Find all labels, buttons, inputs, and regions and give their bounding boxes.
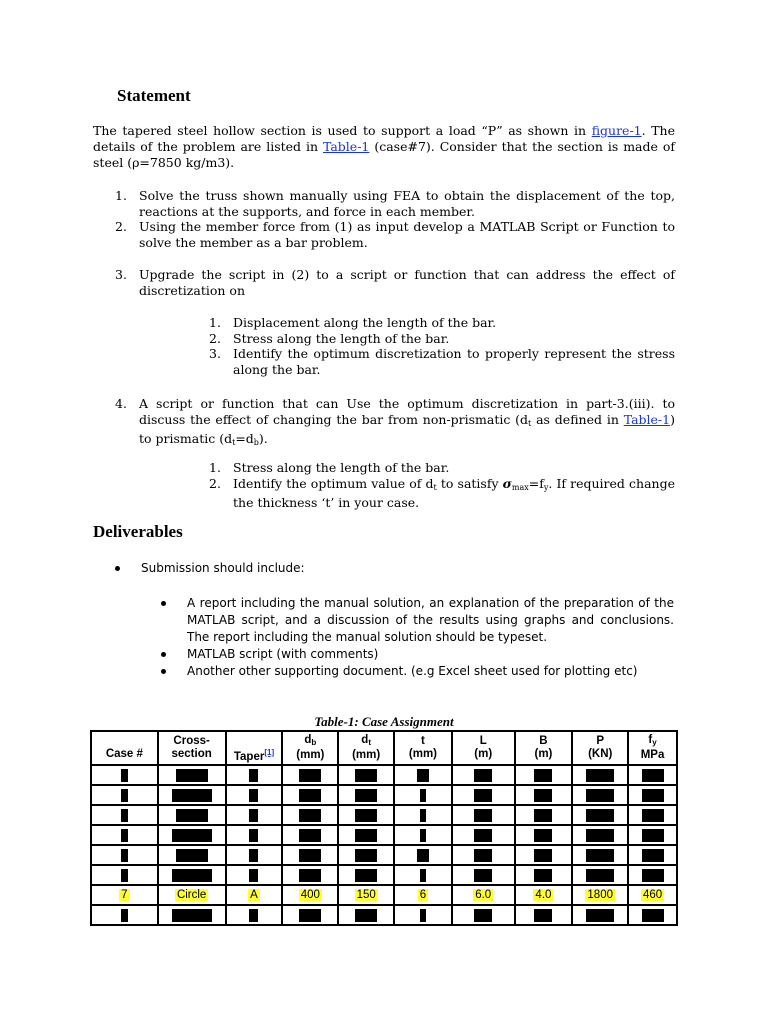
bullet-icon	[115, 566, 120, 571]
cell-t: 6	[419, 889, 427, 901]
table-row-case-7	[91, 885, 677, 905]
redaction-block	[176, 809, 208, 822]
redaction-block	[249, 869, 258, 882]
redaction-block	[249, 789, 258, 802]
table-row-redacted	[91, 825, 677, 845]
redaction-block	[355, 829, 377, 842]
redaction-block	[642, 909, 664, 922]
submission-item: Submission should include:	[115, 560, 675, 577]
redaction-block	[299, 829, 321, 842]
cell-case: 7	[121, 889, 128, 901]
redaction-block	[420, 789, 426, 802]
redaction-block	[642, 869, 664, 882]
task-list-4	[115, 396, 675, 451]
header-taper: Taper[1]	[226, 731, 283, 765]
table-row-redacted	[91, 905, 677, 925]
task-4-sub-1: 1. Stress along the length of the bar.	[209, 460, 450, 475]
submission-list	[115, 560, 675, 577]
redaction-block	[249, 809, 258, 822]
redaction-block	[299, 869, 321, 882]
case-assignment-table	[90, 730, 678, 926]
redaction-block	[586, 849, 614, 862]
redaction-block	[474, 809, 492, 822]
redaction-block	[586, 829, 614, 842]
table-header-row	[91, 731, 677, 765]
bullet-icon	[161, 601, 166, 606]
redaction-block	[121, 769, 128, 782]
redaction-block	[420, 809, 426, 822]
redaction-block	[176, 849, 208, 862]
redaction-block	[172, 789, 212, 802]
redaction-block	[299, 809, 321, 822]
footnote-link[interactable]: [1]	[264, 747, 275, 757]
redaction-block	[420, 829, 426, 842]
redaction-block	[586, 789, 614, 802]
intro-paragraph: The tapered steel hollow section is used to support a load “P” as shown in figure-1. The details of the problem are listed in Table-1 (case#7). Consider that the section is made of steel (ρ=7850 kg/m3).	[93, 123, 676, 170]
deliverable-item-1: A report including the manual solution, an explanation of the preparation of the MATLAB script, and a discussion of the results using graphs and conclusions. The report including the manual solution should be typeset.	[161, 595, 674, 646]
redaction-block	[121, 789, 128, 802]
redaction-block	[534, 909, 552, 922]
redaction-block	[586, 769, 614, 782]
task-item-2: 2. Using the member force from (1) as input develop a MATLAB Script or Function to solve the member as a bar problem.	[115, 219, 675, 250]
table-caption: Table-1: Case Assignment	[314, 714, 454, 729]
task-3-sub-2: 2. Stress along the length of the bar.	[209, 330, 450, 346]
redaction-block	[355, 809, 377, 822]
redaction-block	[586, 869, 614, 882]
redaction-block	[534, 849, 552, 862]
bullet-icon	[161, 669, 166, 674]
table-row-redacted	[91, 845, 677, 865]
cell-dt: 150	[356, 889, 376, 901]
task-list	[115, 188, 675, 250]
header-P: P (KN)	[572, 731, 628, 765]
redaction-block	[121, 849, 128, 862]
redaction-block	[355, 789, 377, 802]
deliverables-list	[161, 595, 674, 680]
table-1-link[interactable]: Table-1	[322, 139, 370, 154]
redaction-block	[642, 829, 664, 842]
cell-fy: 460	[642, 889, 663, 901]
cell-db: 400	[300, 889, 320, 901]
cell-P: 1800	[587, 889, 613, 901]
redaction-block	[249, 769, 258, 782]
bullet-icon	[161, 652, 166, 657]
redaction-block	[249, 909, 258, 922]
redaction-block	[420, 869, 426, 882]
redaction-block	[586, 809, 614, 822]
redaction-block	[642, 809, 664, 822]
redaction-block	[534, 769, 552, 782]
deliverable-item-2: MATLAB script (with comments)	[161, 646, 674, 663]
sigma-symbol: σ	[502, 475, 512, 491]
redaction-block	[420, 909, 426, 922]
redaction-block	[642, 849, 664, 862]
redaction-block	[642, 769, 664, 782]
task-item-4: 4. A script or function that can Use the optimum discretization in part-3.(iii). to discuss the effect of changing the bar from non-prismatic ($d_t$ as defined in Table-1) to prismatic $(d_t=d_b)$.	[115, 396, 675, 448]
table-row-redacted	[91, 865, 677, 885]
redaction-block	[176, 769, 208, 782]
redaction-block	[417, 849, 429, 862]
redaction-block	[355, 769, 377, 782]
redaction-block	[534, 809, 552, 822]
task-item-1: 1. Solve the truss shown manually using FEA to obtain the displacement of the top, reactions at the supports, and force in each member.	[115, 188, 675, 219]
cell-L: 6.0	[475, 889, 492, 901]
table-row-redacted	[91, 765, 677, 785]
cell-cross-section: Circle	[176, 889, 207, 901]
table-row-redacted	[91, 785, 677, 805]
redaction-block	[474, 829, 492, 842]
redaction-block	[474, 849, 492, 862]
redaction-block	[299, 849, 321, 862]
redaction-block	[299, 909, 321, 922]
redaction-block	[355, 849, 377, 862]
redaction-block	[172, 869, 212, 882]
redaction-block	[299, 789, 321, 802]
task-4-sublist	[209, 460, 675, 511]
task-3-sub-1: 1. Displacement along the length of the bar.	[209, 315, 497, 330]
redaction-block	[474, 789, 492, 802]
redaction-block	[121, 869, 128, 882]
redaction-block	[534, 829, 552, 842]
redaction-block	[534, 869, 552, 882]
redaction-block	[249, 829, 258, 842]
header-L: L (m)	[452, 731, 515, 765]
redaction-block	[355, 909, 377, 922]
redaction-block	[121, 909, 128, 922]
deliverable-item-3: Another other supporting document. (e.g Excel sheet used for plotting etc)	[161, 663, 674, 680]
task-item-3: 3. Upgrade the script in (2) to a script or function that can address the effect of discretization on	[115, 267, 675, 298]
redaction-block	[355, 869, 377, 882]
header-case: Case #	[91, 731, 158, 765]
redaction-block	[249, 849, 258, 862]
figure-1-link[interactable]: figure-1	[591, 123, 642, 138]
cell-B: 4.0	[535, 889, 552, 901]
statement-heading: Statement	[117, 86, 191, 105]
task-3-sub-3: 3. Identify the optimum discretization to properly represent the stress along the bar.	[209, 346, 675, 377]
redaction-block	[474, 769, 492, 782]
deliverables-heading: Deliverables	[93, 522, 183, 541]
redaction-block	[121, 809, 128, 822]
table-row-redacted	[91, 805, 677, 825]
redaction-block	[172, 909, 212, 922]
redaction-block	[417, 769, 429, 782]
header-cross-section: Cross- section	[158, 731, 226, 765]
redaction-block	[534, 789, 552, 802]
task-3-sublist	[209, 315, 675, 377]
task-list-3	[115, 267, 675, 298]
header-B: B (m)	[515, 731, 573, 765]
header-t: t (mm)	[394, 731, 452, 765]
table-1-link-2[interactable]: Table-1	[623, 411, 671, 427]
cell-taper: A	[250, 889, 258, 901]
header-dt: $d_t$ (mm)	[338, 731, 394, 765]
redaction-block	[474, 909, 492, 922]
redaction-block	[299, 769, 321, 782]
header-db: $d_b$ (mm)	[282, 731, 338, 765]
redaction-block	[474, 869, 492, 882]
task-4-sub-2: 2. Identify the optimum value of $d_t$ to satisfy $\sigma_{max}=f_y$. If required change the thickness ‘t’ in your case.	[209, 475, 675, 511]
header-fy: $f_y$ MPa	[628, 731, 677, 765]
redaction-block	[172, 829, 212, 842]
redaction-block	[642, 789, 664, 802]
redaction-block	[586, 909, 614, 922]
redaction-block	[121, 829, 128, 842]
